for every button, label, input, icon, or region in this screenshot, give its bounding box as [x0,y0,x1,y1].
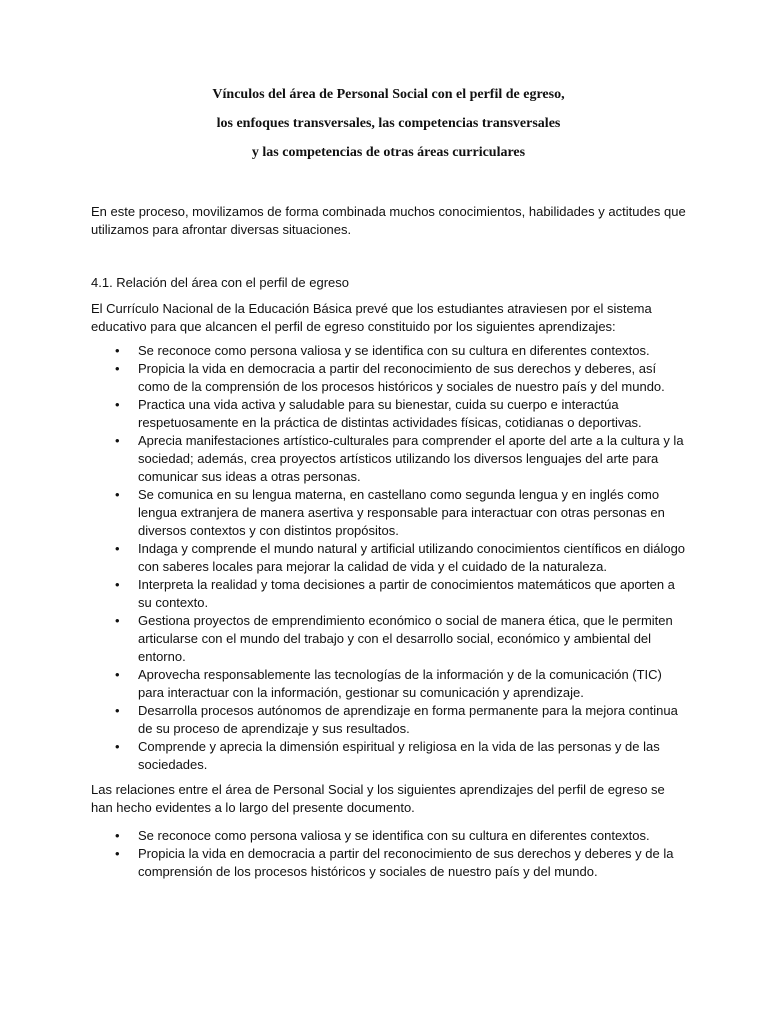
list-item-text: Propicia la vida en democracia a partir del reconocimiento de sus derechos y deberes, así como de la comprensión de los procesos históricos y sociales de nuestro país y del mundo. [138,361,665,394]
lead-paragraph: El Currículo Nacional de la Educación Básica prevé que los estudiantes atraviesen por el sistema educativo para que alcancen el perfil de egreso constituido por los siguientes aprendizajes: [91,301,652,334]
list-item [91,666,686,702]
list-item-text: Aprovecha responsablemente las tecnologías de la información y de la comunicación (TIC) para interactuar con la información, gestionar su comunicación y aprendizaje. [138,667,662,700]
list-item-text: Comprende y aprecia la dimensión espiritual y religiosa en la vida de las personas y de las sociedades. [138,739,660,772]
title-line-3: y las competencias de otras áreas curriculares [251,145,526,160]
list-item-text: Interpreta la realidad y toma decisiones a partir de conocimientos matemáticos que aporten a su contexto. [138,577,675,610]
list-item [91,702,686,738]
list-item-text: Indaga y comprende el mundo natural y artificial utilizando conocimientos científicos en diálogo con saberes locales para mejorar la calidad de vida y el cuidado de la naturaleza. [138,541,686,574]
bullet-icon: • [115,667,120,682]
list-item-text: Propicia la vida en democracia a partir del reconocimiento de sus derechos y deberes y de la comprensión de los procesos históricos y sociales de nuestro país y del mundo. [138,846,674,879]
list-item [91,342,686,360]
list-item [91,612,686,666]
list-item [91,486,686,540]
list-item [91,845,686,881]
list-item [91,540,686,576]
list-item-text: Desarrolla procesos autónomos de aprendizaje en forma permanente para la mejora continua de su proceso de aprendizaje y sus resultados. [138,703,678,736]
bullet-icon: • [115,487,120,502]
intro-paragraph: En este proceso, movilizamos de forma combinada muchos conocimientos, habilidades y actitudes que utilizamos para afrontar diversas situaciones. [91,204,686,237]
bullet-icon: • [115,541,120,556]
document-title [91,86,686,162]
list-item [91,576,686,612]
list-item-text: Practica una vida activa y saludable para su bienestar, cuida su cuerpo e interactúa respetuosamente en la práctica de distintas actividades físicas, cotidianas o deportivas. [138,397,642,430]
bullet-icon: • [115,343,120,358]
list-item [91,738,686,774]
profile-list [91,342,686,774]
list-item-text: Gestiona proyectos de emprendimiento económico o social de manera ética, que le permiten articularse con el mundo del trabajo y con el desarrollo social, económico y ambiental del entorno. [138,613,673,664]
list-item-text: Se comunica en su lengua materna, en castellano como segunda lengua y en inglés como lengua extranjera de manera asertiva y responsable para interactuar con otras personas en diversos contextos y con distintos propósitos. [138,487,665,538]
bullet-icon: • [115,846,120,861]
list-item [91,827,686,845]
bullet-icon: • [115,828,120,843]
bullet-icon: • [115,433,120,448]
related-list [91,827,686,881]
bullet-icon: • [115,361,120,376]
title-line-1: Vínculos del área de Personal Social con el perfil de egreso, [212,87,565,102]
section-heading: 4.1. Relación del área con el perfil de egreso [91,275,349,290]
list-item [91,432,686,486]
list-item [91,360,686,396]
bullet-icon: • [115,613,120,628]
relations-paragraph: Las relaciones entre el área de Personal Social y los siguientes aprendizajes del perfil de egreso se han hecho evidentes a lo largo del presente documento. [91,782,665,815]
list-item-text: Se reconoce como persona valiosa y se identifica con su cultura en diferentes contextos. [138,343,650,358]
title-line-2: los enfoques transversales, las competencias transversales [216,116,561,131]
list-item-text: Aprecia manifestaciones artístico-culturales para comprender el aporte del arte a la cultura y la sociedad; además, crea proyectos artísticos utilizando los diversos lenguajes del arte para comunicar sus ideas a otras personas. [138,433,684,484]
bullet-icon: • [115,703,120,718]
list-item [91,396,686,432]
bullet-icon: • [115,739,120,754]
bullet-icon: • [115,577,120,592]
bullet-icon: • [115,397,120,412]
list-item-text: Se reconoce como persona valiosa y se identifica con su cultura en diferentes contextos. [138,828,650,843]
